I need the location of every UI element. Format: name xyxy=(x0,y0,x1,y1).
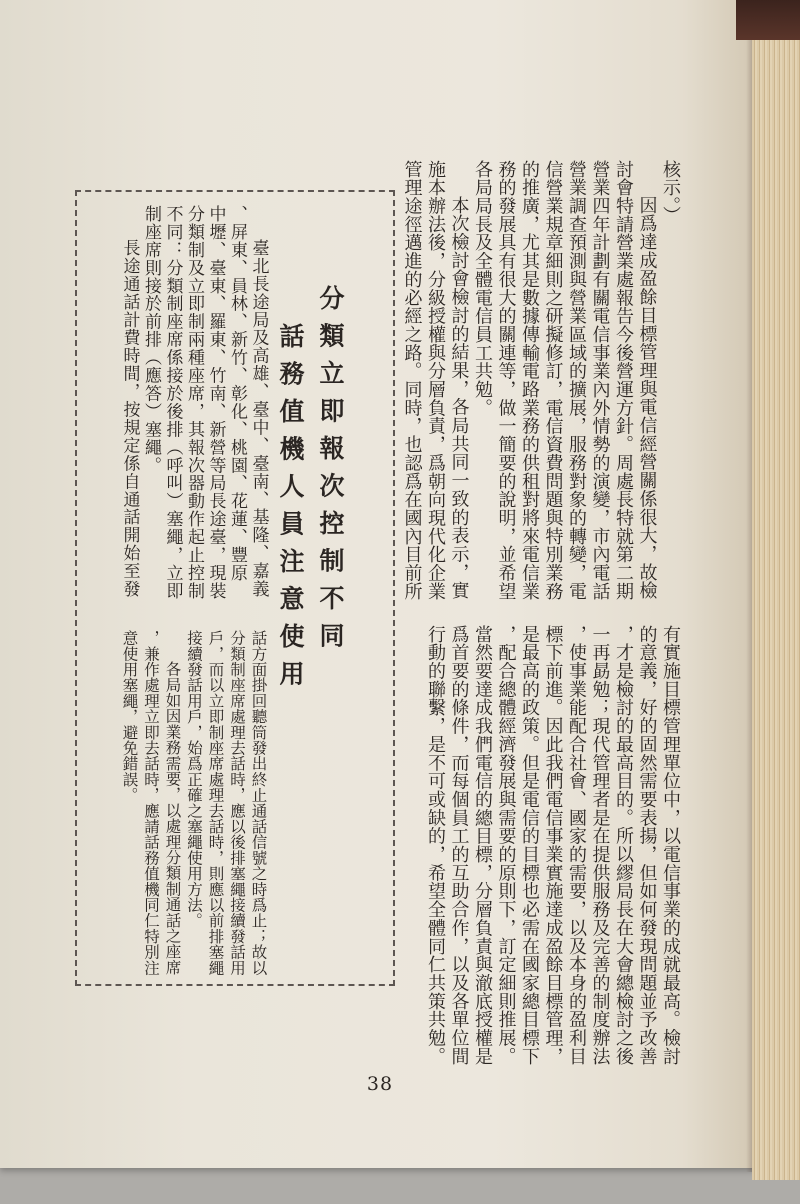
text-column: 的意義，好的固然需要表揚，但如何發現問題並予改善 xyxy=(636,625,658,1066)
page-number: 38 xyxy=(366,1073,394,1095)
text-column: 營業調查預測與營業區域的擴展，服務對象的轉變，電 xyxy=(566,160,587,601)
text-column: 營業四年計劃有關電信事業內外情勢的演變，市內電話 xyxy=(589,160,611,601)
text-column: 有實施目標管理單位中，以電信事業的成就最高。檢討 xyxy=(660,625,681,1066)
text-column: 的推廣，尤其是數據傳輸電路業務的供租對將來電信業 xyxy=(519,160,540,601)
stacked-page-edges xyxy=(752,38,800,1180)
text-column: 長途通話計費時間，按規定係自通話開始至發 xyxy=(119,239,140,598)
text-column: 不同：分類制座席係接於後排（呼叫）塞繩，立即 xyxy=(162,205,183,600)
text-column: 務的發展具有很大的關連等，做一簡要的說明，並希望 xyxy=(495,160,517,601)
text-column: 討會特請營業處報告今後營運方針。周處長特就第二期 xyxy=(613,160,634,601)
text-column: 制座席則接於前排（應答）塞繩。 xyxy=(141,205,161,475)
notice-title-line: 分類立即報次控制不同 xyxy=(316,285,345,660)
text-column: ，兼作處理立即去話時，應請話務值機同仁特別注 xyxy=(142,630,160,976)
text-column: 標下前進。因此我們電信事業實施達成盈餘目標管理， xyxy=(542,625,564,1066)
text-column: 當然要達成我們電信的總目標，分層負責與澈底授權是 xyxy=(472,625,493,1066)
text-column: 分類制座席處理去話時，應以後排塞繩接續發話用 xyxy=(228,630,246,976)
notice-title-line: 話務值機人員注意使用 xyxy=(276,323,305,698)
notice-lower-text xyxy=(118,630,269,980)
text-column: 是最高的政策。但是電信的目標也必需在國家總目標下 xyxy=(519,625,540,1066)
text-column: 戶，而以立即制座席處理去話時，則應以前排塞繩 xyxy=(206,630,225,976)
text-column: ，才是檢討的最高目的。所以繆局長在大會總檢討之後 xyxy=(613,625,634,1066)
text-column: 因爲達成盈餘目標管理與電信經營關係很大，故檢 xyxy=(636,196,658,600)
text-column: 行動的聯繫，是不可或缺的，希望全體同仁共策共勉。 xyxy=(425,625,446,1066)
text-column: 臺北長途局及高雄、臺中、臺南、基隆、嘉義 xyxy=(248,239,269,598)
text-column: 本次檢討會檢討的結果，各局共同一致的表示，實 xyxy=(448,196,470,600)
text-column: 接續發話用戶，始爲正確之塞繩使用方法。 xyxy=(185,630,203,929)
upper-right-text-block xyxy=(400,160,682,610)
text-column: 分類制及立即制兩種座席，其報次器動作起止控制 xyxy=(184,205,204,600)
text-column: 爲首要的條件，而每個員工的互助合作，以及各單位間 xyxy=(448,625,470,1066)
text-column: 一再勗勉；現代管理者是在提供服務及完善的制度辦法 xyxy=(589,625,611,1066)
text-column: 管理途徑邁進的必經之路。同時，也認爲在國內目前所 xyxy=(401,160,423,601)
notice-upper-text xyxy=(118,205,269,605)
text-column: 信營業規章細則之研擬修訂，電信資費問題與特別業務 xyxy=(542,160,564,601)
text-column: 各局局長及全體電信員工共勉。 xyxy=(472,160,493,417)
text-column: ，使事業能配合社會、國家的需要，以及本身的盈利目 xyxy=(566,625,587,1066)
text-column: 意使用塞繩，避免錯誤。 xyxy=(120,630,139,803)
text-column: 施本辦法後，分級授權與分層負責，爲朝向現代化企業 xyxy=(425,160,446,601)
book-cover-corner xyxy=(736,0,800,40)
text-column: 各局如因業務需要，以處理分類制通話之座席 xyxy=(163,661,182,975)
text-column: 核示。） xyxy=(660,160,681,225)
text-column: 話方面掛回聽筒發出終止通話信號之時爲止；故以 xyxy=(249,630,268,976)
notice-title xyxy=(270,285,350,705)
text-column: 中壢、臺東、羅東、竹南、新營等局長途臺，現裝 xyxy=(205,205,226,600)
lower-right-text-block xyxy=(424,625,683,1075)
text-column: 、屏東、員林、新竹、彰化、桃園、花蓮、豐原 xyxy=(227,205,247,582)
text-column: ，配合總體經濟發展與需要的原則下，訂定細則推展。 xyxy=(495,625,517,1066)
